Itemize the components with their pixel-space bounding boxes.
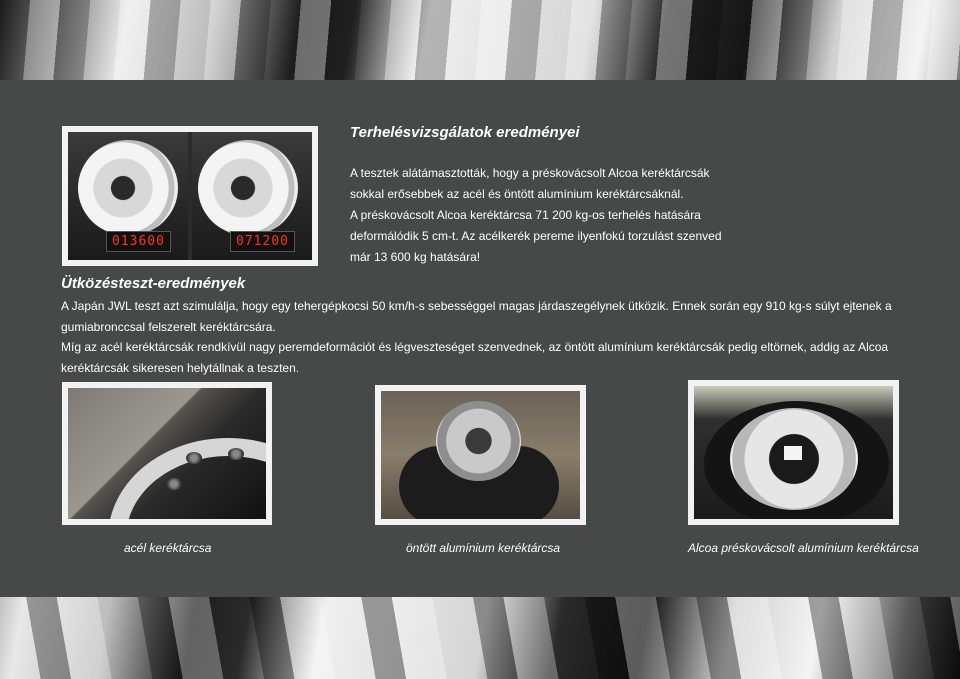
results-heading: Terhelésvizsgálatok eredményei [350, 124, 580, 141]
caption-steel-wheel: acél keréktárcsa [124, 541, 212, 555]
impact-line: gumiabronccsal felszerelt keréktárcsára. [61, 319, 276, 334]
steel-wheel-load-image [68, 132, 188, 260]
results-line: A préskovácsolt Alcoa keréktárcsa 71 200 kg-os terhelés hatására [350, 208, 701, 222]
results-line: deformálódik 5 cm-t. Az acélkerék pereme ilyenfokú torzulást szenved [350, 229, 722, 243]
background-band-top [0, 0, 960, 80]
results-line: már 13 600 kg hatására! [350, 250, 481, 264]
impact-line: Míg az acél keréktárcsák rendkívül nagy peremdeformációt és légveszteséget szenvednek, az öntött alumínium keréktárcsák pedig eltörnek, addig az Alcoa [61, 340, 889, 354]
impact-line: A Japán JWL teszt azt szimulálja, hogy egy tehergépkocsi 50 km/h-s sebességgel magas járdaszegélynek ütközik. Ennek során egy 910 kg-s súlyt ejtenek a [61, 299, 892, 313]
cast-aluminium-wheel-photo [375, 385, 586, 525]
caption-cast-wheel: öntött alumínium keréktárcsa [406, 541, 561, 555]
caption-alcoa-wheel: Alcoa préskovácsolt alumínium keréktárcsa [688, 541, 919, 555]
results-line: sokkal erősebbek az acél és öntött alumínium keréktárcsáknál. [350, 187, 684, 201]
load-test-photo [62, 126, 318, 266]
load-display-left: 013600 [106, 231, 171, 252]
impact-line: keréktárcsák sikeresen helytállnak a teszten. [61, 360, 300, 375]
steel-wheel-photo [62, 382, 272, 525]
alcoa-wheel-load-image [192, 132, 312, 260]
impact-heading: Ütközésteszt-eredmények [61, 275, 246, 292]
load-display-right: 071200 [230, 231, 295, 252]
alcoa-forged-wheel-photo [688, 380, 899, 525]
background-band-bottom [0, 597, 960, 679]
impact-paragraph [61, 296, 901, 378]
results-paragraph [350, 163, 770, 268]
results-line: A tesztek alátámasztották, hogy a préskovácsolt Alcoa keréktárcsák [350, 166, 710, 180]
